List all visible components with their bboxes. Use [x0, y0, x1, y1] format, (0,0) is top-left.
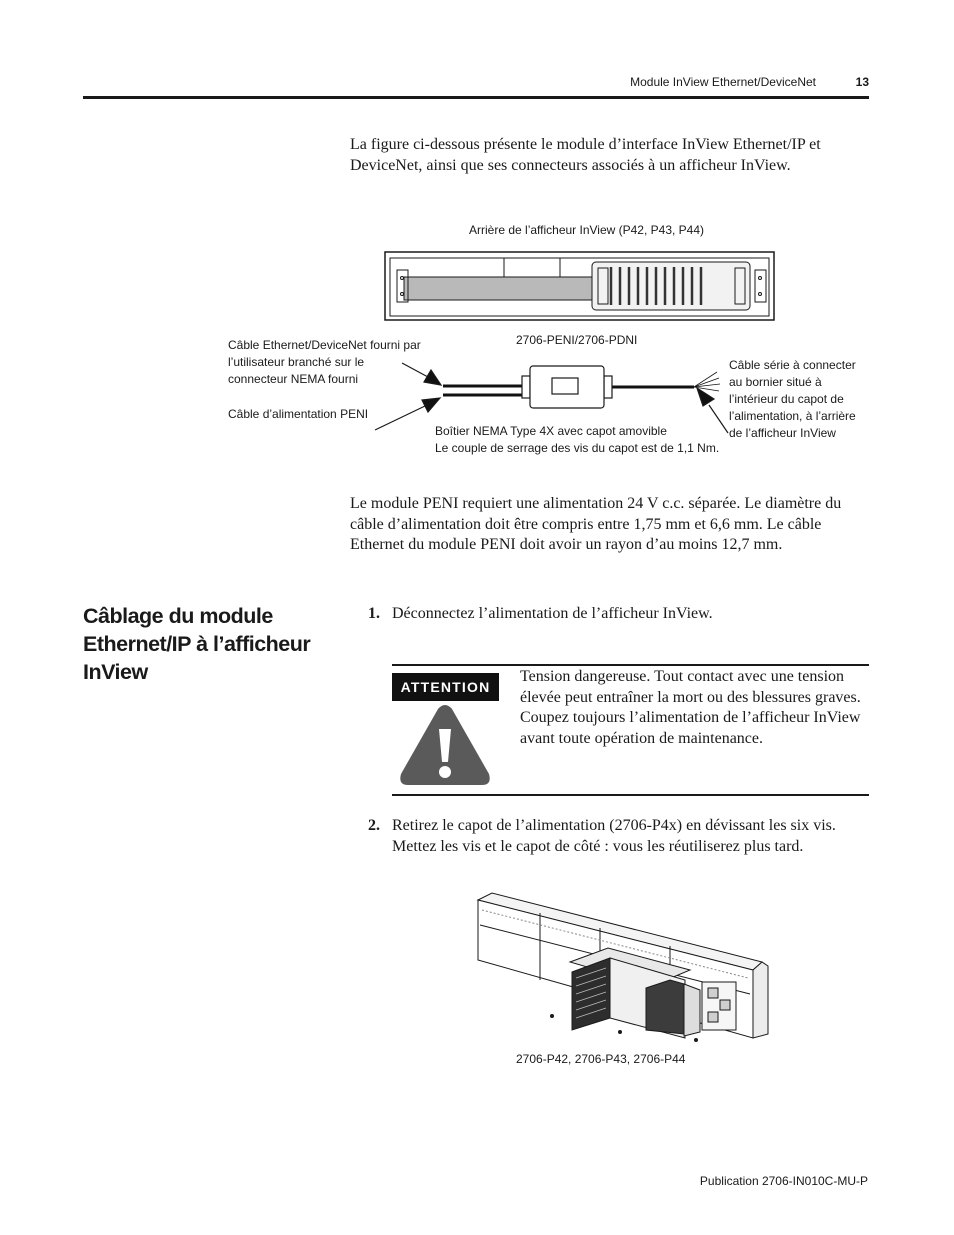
attention-top-rule: [392, 664, 869, 666]
step-2: [368, 816, 868, 880]
page-number: 13: [855, 75, 869, 89]
section-heading: Câblage du module Ethernet/IP à l’afficheur InView: [83, 604, 311, 684]
torque-label: Le couple de serrage des vis du capot est de 1,1 Nm.: [435, 441, 720, 455]
power-paragraph: Le module PENI requiert une alimentation 24 V c.c. séparée. Le diamètre du câble d’alimentation doit être compris entre 1,75 mm et 6,6 mm. Le câble Ethernet du module PENI doit avoir un rayon d’au moins 12,7 mm.: [350, 495, 842, 553]
power-cable-label: Câble d’alimentation PENI: [228, 407, 369, 421]
ethernet-cable-label: Câble Ethernet/DeviceNet fourni par l’utilisateur branché sur le connecteur NEMA fourni: [228, 338, 421, 386]
ethernet-cable: [443, 386, 522, 395]
step-number: 1.: [368, 605, 380, 622]
step-number: 2.: [368, 817, 380, 834]
step-text: Retirez le capot de l’alimentation (2706-P4x) en dévissant les six vis. Mettez les vis et le capot de côté : vous les réutiliserez plus tard.: [392, 817, 836, 855]
inview-display-rear: [385, 252, 774, 320]
publication-footer: Publication 2706-IN010C-MU-P: [699, 1174, 868, 1188]
step-text: Déconnectez l’alimentation de l’afficheur InView.: [392, 605, 713, 622]
attention-badge: ATTENTION: [392, 673, 499, 701]
module-label: 2706-PENI/2706-PDNI: [516, 333, 638, 347]
nema-enclosure: [522, 366, 612, 408]
intro-paragraph: La figure ci-dessous présente le module d’interface InView Ethernet/IP et DeviceNet, ainsi que ses connecteurs associés à un afficheur InView.: [350, 136, 821, 174]
step-1: [368, 604, 868, 626]
attention-bottom-rule: [392, 794, 869, 796]
running-header-title: Module InView Ethernet/DeviceNet: [630, 75, 816, 89]
power-supply-illustration: [470, 890, 775, 1050]
figure2-caption: 2706-P42, 2706-P43, 2706-P44: [516, 1052, 686, 1066]
figure1-top-label: Arrière de l’afficheur InView (P42, P43, P44): [469, 223, 705, 237]
attention-text: Tension dangereuse. Tout contact avec une tension élevée peut entraîner la mort ou des blessures graves. Coupez toujours l’alimentation de l’afficheur InView avant toute opération de maintenance.: [520, 668, 861, 747]
warning-triangle-icon: [398, 703, 492, 787]
serial-cable-label: Câble série à connecter au bornier situé à l’intérieur du capot de l’alimentation, à l’arrière de l’afficheur InView: [729, 358, 856, 440]
enclosure-label: Boîtier NEMA Type 4X avec capot amovible: [435, 424, 667, 438]
